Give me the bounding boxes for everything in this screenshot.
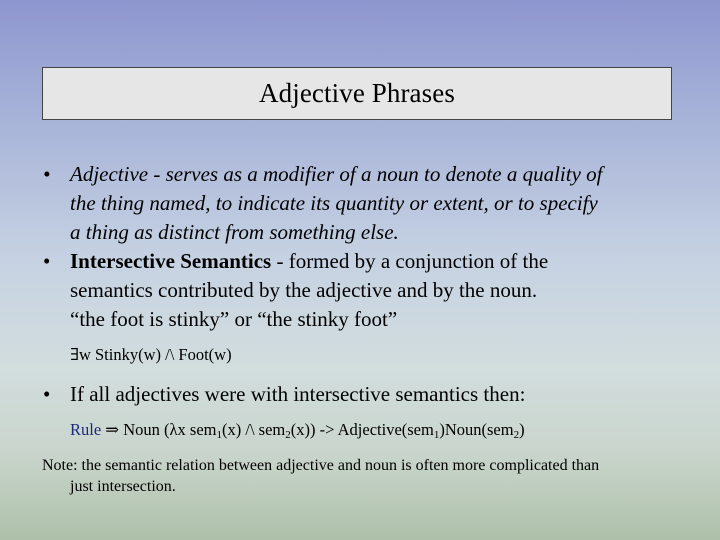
subscript: 1 bbox=[433, 429, 440, 441]
bullet-text: - formed by a conjunction of the bbox=[271, 249, 549, 273]
bold-term: Intersective Semantics bbox=[70, 249, 272, 273]
bullet-line: If all adjectives were with intersective semantics then: bbox=[70, 382, 526, 406]
note bbox=[42, 455, 712, 497]
note-line: Note: the semantic relation between adjective and noun is often more complicated than bbox=[42, 457, 600, 474]
implies-icon: ⇒ bbox=[105, 420, 120, 439]
bullet-line: Adjective - serves as a modifier of a noun to denote a quality of bbox=[70, 162, 603, 186]
subscript: 2 bbox=[285, 429, 291, 441]
subscript: 2 bbox=[513, 429, 520, 441]
rule-text: ) bbox=[519, 420, 525, 439]
formula-stinky-foot: ∃w Stinky(w) /\ Foot(w) bbox=[70, 345, 232, 364]
rule-text: Noun (λx sem bbox=[119, 420, 217, 439]
rule-text: (x) /\ sem bbox=[222, 420, 286, 439]
slide-title: Adjective Phrases bbox=[259, 78, 455, 108]
bullet-marker: • bbox=[43, 249, 51, 273]
bullet-line: semantics contributed by the adjective and by the noun. bbox=[70, 278, 538, 302]
rule-text: (x)) -> Adjective(sem bbox=[290, 420, 434, 439]
bullet-intersective-semantics bbox=[40, 247, 690, 305]
note-line: just intersection. bbox=[70, 478, 176, 495]
rule-label: Rule bbox=[70, 420, 102, 439]
bullet-line: the thing named, to indicate its quantity or extent, or to specify bbox=[70, 191, 598, 215]
bullet-marker: • bbox=[43, 382, 51, 406]
example-quote: “the foot is stinky” or “the stinky foot” bbox=[70, 307, 398, 331]
rule-formula bbox=[40, 419, 690, 441]
bullet-marker: • bbox=[43, 162, 51, 186]
rule-text: )Noun(sem bbox=[439, 420, 514, 439]
title-box bbox=[42, 67, 672, 120]
bullet-adjective-definition bbox=[40, 160, 690, 247]
bullet-line bbox=[70, 247, 690, 276]
slide-content bbox=[40, 160, 690, 441]
bullet-line: a thing as distinct from something else. bbox=[70, 220, 399, 244]
subscript: 1 bbox=[216, 429, 222, 441]
bullet-all-intersective bbox=[40, 380, 690, 409]
